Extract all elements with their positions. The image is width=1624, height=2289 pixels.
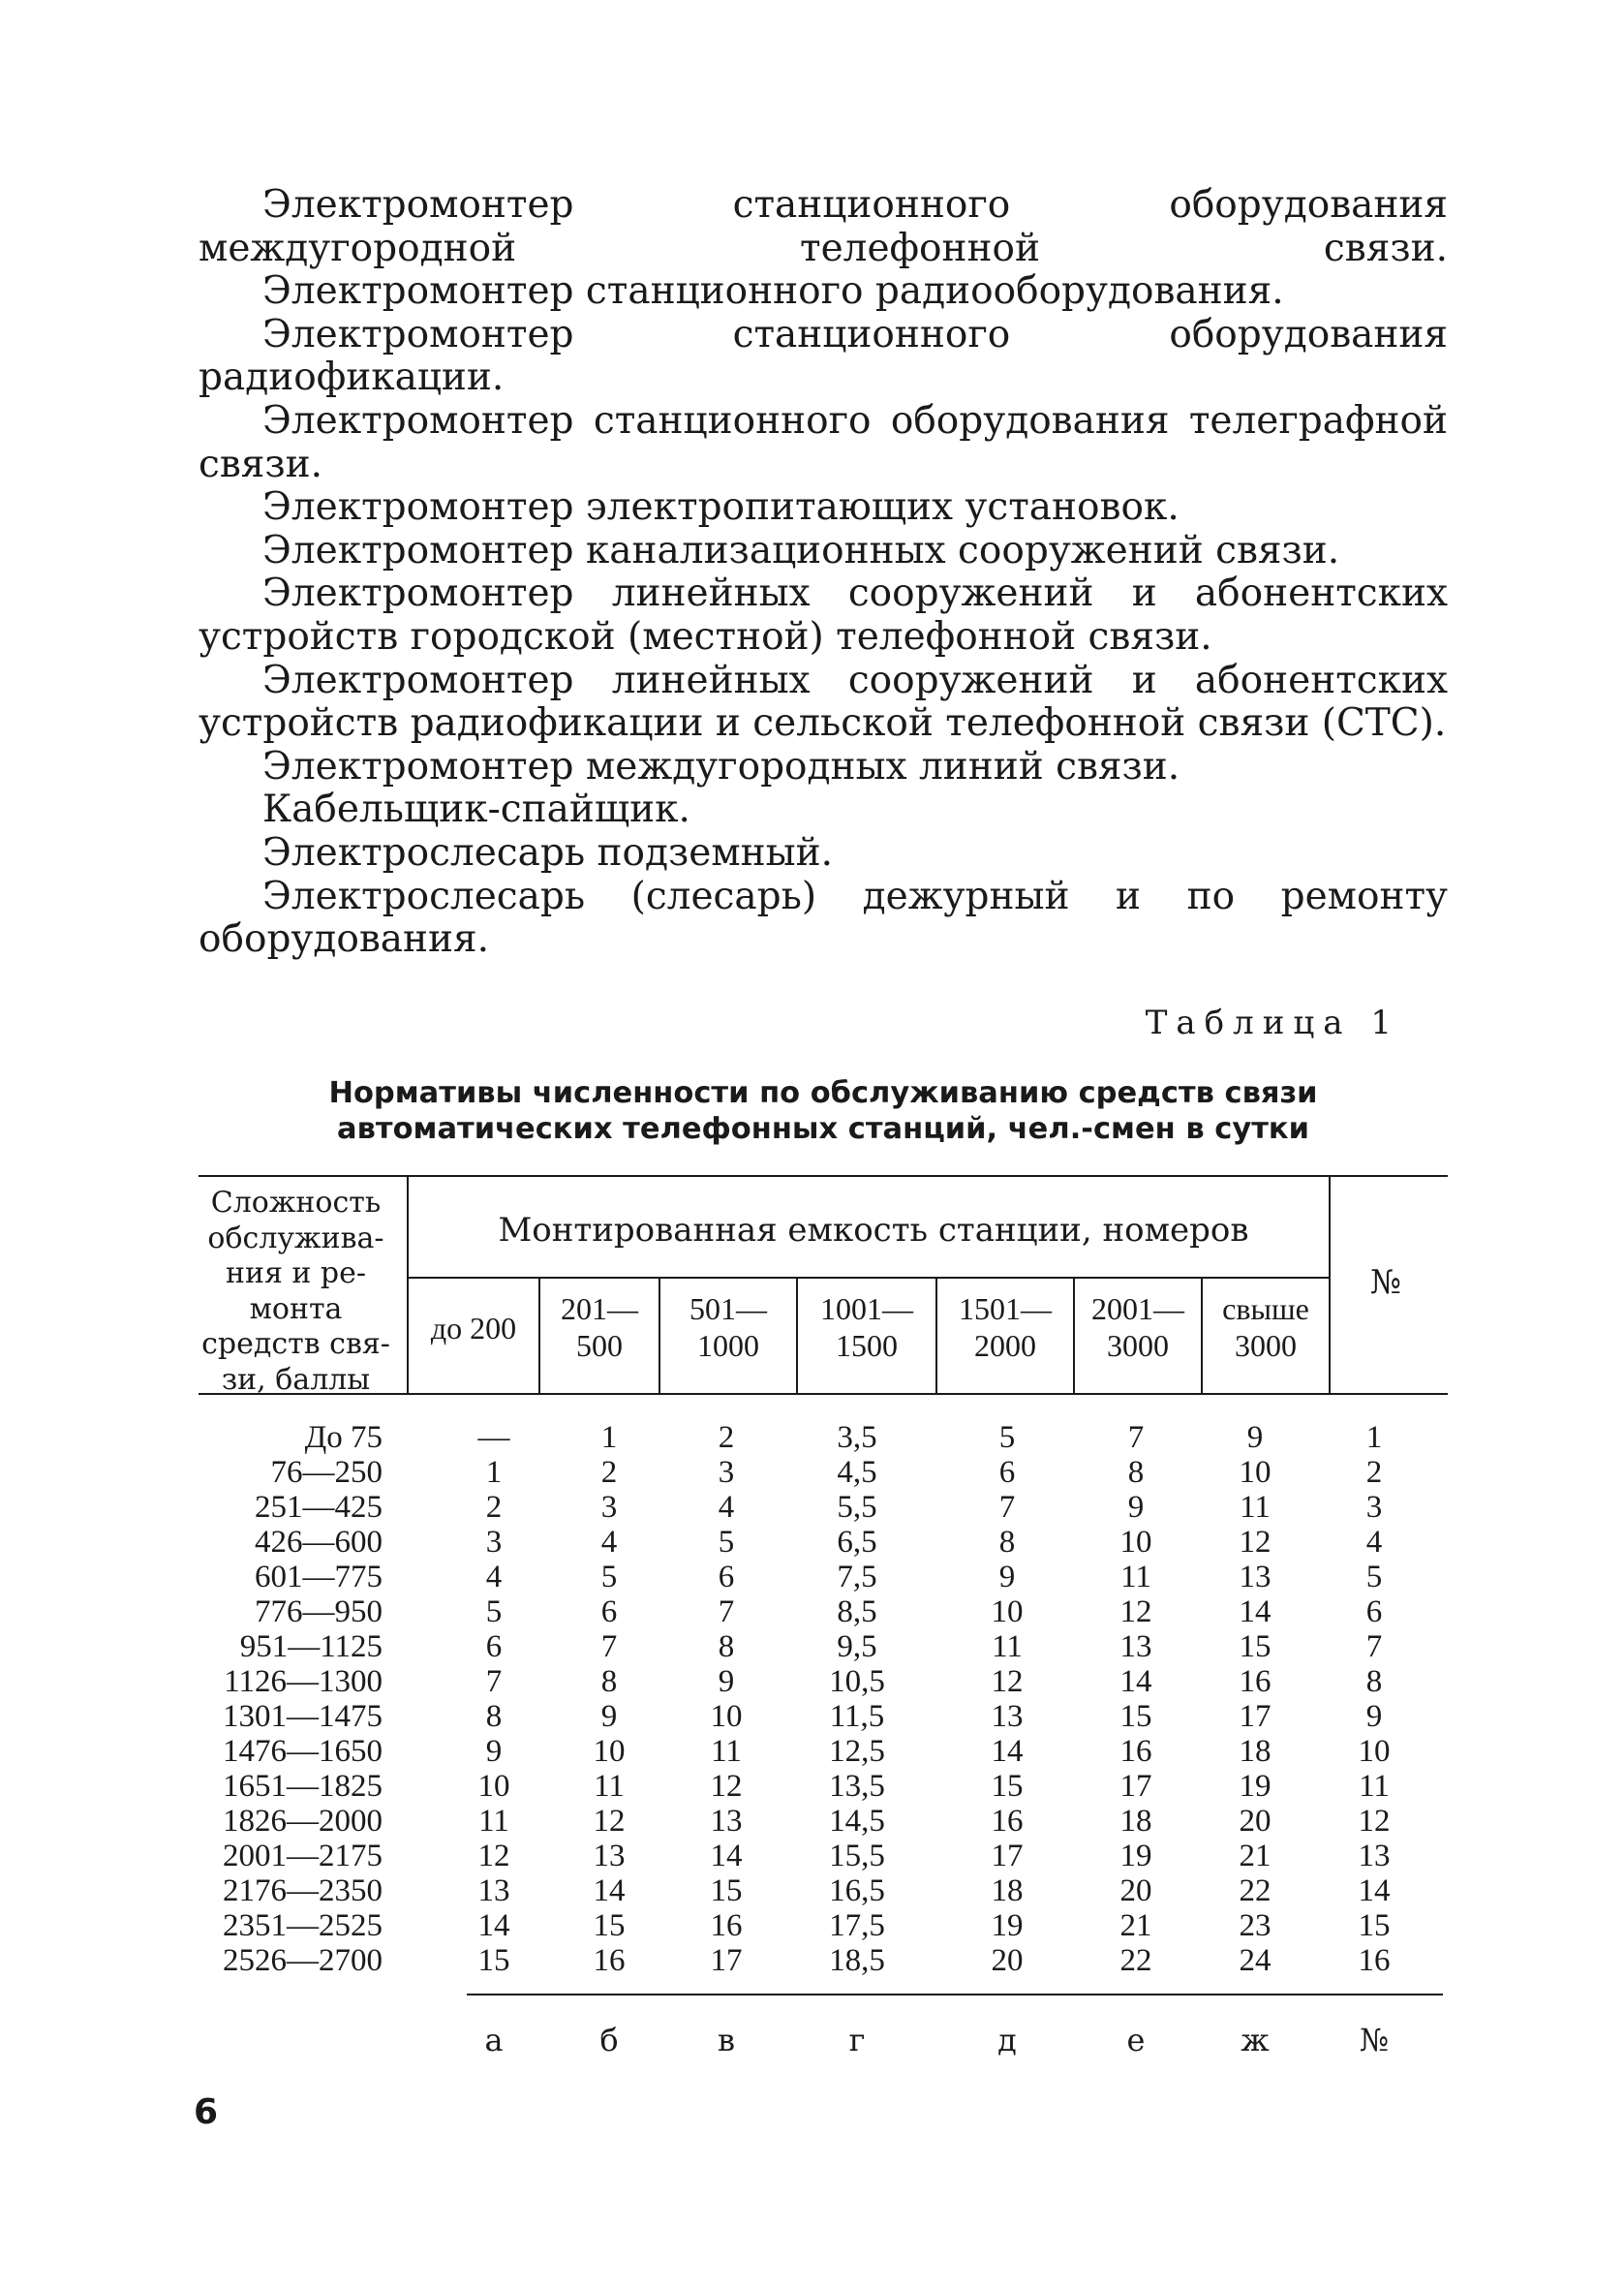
- table-row: [0, 1594, 1624, 1629]
- paragraph-text: Электромонтер канализационных сооружений связи.: [262, 528, 1340, 572]
- cell: 14: [991, 1734, 1024, 1769]
- table-row: [0, 1560, 1624, 1594]
- header-line: 501—: [689, 1291, 767, 1326]
- table-row: [0, 1734, 1624, 1769]
- table-row: [0, 1769, 1624, 1804]
- cell: 15,5: [829, 1839, 885, 1873]
- cell: 17: [1119, 1769, 1152, 1804]
- cell: 14: [1119, 1664, 1152, 1699]
- cell: 7,5: [837, 1560, 877, 1594]
- table-title: [199, 1075, 1448, 1147]
- cell: 4: [600, 1525, 618, 1560]
- cell: 14: [1239, 1594, 1272, 1629]
- paragraph: [199, 876, 1448, 962]
- cell-range: 2526—2700: [223, 1943, 383, 1978]
- header-col-d: [939, 1290, 1071, 1364]
- paragraph-text: Электромонтер станционного оборудования радиофикации.: [199, 312, 1448, 400]
- cell-row-number: 7: [1365, 1629, 1383, 1664]
- profession-list: [199, 184, 1448, 962]
- cell: 6: [600, 1594, 618, 1629]
- cell: 8: [600, 1664, 618, 1699]
- header-line: ния и ре-: [225, 1256, 367, 1290]
- cell: 8: [718, 1629, 735, 1664]
- cell: 5: [718, 1525, 735, 1560]
- table-row: [0, 1455, 1624, 1490]
- cell: 20: [1239, 1804, 1272, 1839]
- cell-range: 776—950: [255, 1594, 383, 1629]
- cell-range: 1126—1300: [224, 1664, 383, 1699]
- header-line: 3000: [1235, 1328, 1297, 1363]
- header-line: 1001—: [820, 1291, 913, 1326]
- cell: 19: [991, 1908, 1024, 1943]
- column-letter: д: [997, 2022, 1017, 2058]
- paragraph-text: Электромонтер электропитающих установок.: [262, 485, 1180, 530]
- cell: 2: [485, 1490, 503, 1525]
- cell: 11: [992, 1629, 1023, 1664]
- cell: 13: [710, 1804, 743, 1839]
- cell: 12: [477, 1839, 510, 1873]
- cell-range: 1826—2000: [223, 1804, 383, 1839]
- header-complexity: [197, 1186, 395, 1398]
- paragraph: [199, 530, 1448, 573]
- cell: 16: [1119, 1734, 1152, 1769]
- cell: 9: [600, 1699, 618, 1734]
- table-label: Таблица 1: [1145, 1004, 1400, 1042]
- cell-row-number: 4: [1365, 1525, 1383, 1560]
- paragraph: [199, 400, 1448, 486]
- header-line: средств свя-: [201, 1327, 390, 1361]
- table-row: [0, 1839, 1624, 1873]
- cell: 9: [1127, 1490, 1145, 1525]
- cell: 14: [477, 1908, 510, 1943]
- cell: 20: [991, 1943, 1024, 1978]
- cell: 6: [998, 1455, 1016, 1490]
- cell: 19: [1119, 1839, 1152, 1873]
- cell-range: 2001—2175: [223, 1839, 383, 1873]
- cell: 12: [593, 1804, 626, 1839]
- cell: 14,5: [829, 1804, 885, 1839]
- cell: 8,5: [837, 1594, 877, 1629]
- cell-range: 426—600: [255, 1525, 383, 1560]
- cell: 1: [600, 1420, 618, 1455]
- cell: 11: [1240, 1490, 1271, 1525]
- cell: 20: [1119, 1873, 1152, 1908]
- header-col-b: [542, 1290, 657, 1364]
- cell: 17: [991, 1839, 1024, 1873]
- cell: 19: [1239, 1769, 1272, 1804]
- header-line: Сложность: [210, 1186, 382, 1220]
- cell: 11: [1120, 1560, 1151, 1594]
- cell-row-number: 13: [1358, 1839, 1391, 1873]
- cell-row-number: 5: [1365, 1560, 1383, 1594]
- cell: 18: [991, 1873, 1024, 1908]
- cell: 13: [1119, 1629, 1152, 1664]
- cell: 15: [477, 1943, 510, 1978]
- header-line: свыше: [1222, 1291, 1309, 1326]
- cell: 5,5: [837, 1490, 877, 1525]
- cell-row-number: 6: [1365, 1594, 1383, 1629]
- cell: 5: [600, 1560, 618, 1594]
- header-line: 1000: [697, 1328, 759, 1363]
- cell: 4: [718, 1490, 735, 1525]
- paragraph: [199, 746, 1448, 789]
- column-divider: [935, 1277, 937, 1393]
- cell: 10,5: [829, 1664, 885, 1699]
- cell: 10: [1239, 1455, 1272, 1490]
- cell-row-number: 9: [1365, 1699, 1383, 1734]
- cell: 4,5: [837, 1455, 877, 1490]
- cell: 3: [718, 1455, 735, 1490]
- cell: 2: [600, 1455, 618, 1490]
- paragraph-text: Электромонтер станционного оборудования междугородной телефонной связи.: [199, 183, 1448, 270]
- paragraph: [199, 660, 1448, 746]
- table-title-line: автоматических телефонных станций, чел.-смен в сутки: [337, 1112, 1309, 1146]
- paragraph-text: Электрослесарь (слесарь) дежурный и по ремонту оборудования.: [199, 874, 1448, 962]
- column-divider: [659, 1277, 660, 1393]
- table-row: [0, 1908, 1624, 1943]
- paragraph: [199, 184, 1448, 270]
- cell-range: 951—1125: [239, 1629, 383, 1664]
- paragraph: [199, 486, 1448, 530]
- paragraph: [199, 832, 1448, 876]
- cell: 16,5: [829, 1873, 885, 1908]
- cell: 8: [1127, 1455, 1145, 1490]
- table-row: [0, 1664, 1624, 1699]
- table-row: [0, 1943, 1624, 1978]
- cell: 7: [485, 1664, 503, 1699]
- cell: 9: [485, 1734, 503, 1769]
- cell: 10: [477, 1769, 510, 1804]
- cell-range: 76—250: [270, 1455, 383, 1490]
- cell: 3: [600, 1490, 618, 1525]
- cell: 22: [1239, 1873, 1272, 1908]
- column-letter: г: [848, 2022, 866, 2058]
- cell: 2: [718, 1420, 735, 1455]
- header-line: 1501—: [959, 1291, 1052, 1326]
- cell: —: [477, 1420, 510, 1455]
- header-line: 2000: [974, 1328, 1036, 1363]
- cell: 7: [998, 1490, 1016, 1525]
- cell: 9,5: [837, 1629, 877, 1664]
- column-letter: е: [1126, 2022, 1146, 2058]
- cell: 18: [1119, 1804, 1152, 1839]
- cell: 15: [593, 1908, 626, 1943]
- cell: 16: [710, 1908, 743, 1943]
- cell: 16: [593, 1943, 626, 1978]
- cell: 12: [1119, 1594, 1152, 1629]
- column-divider: [1201, 1277, 1203, 1393]
- header-line: обслужива-: [207, 1221, 384, 1255]
- column-divider: [407, 1175, 409, 1393]
- header-capacity-group: Монтированная емкость станции, номеров: [498, 1211, 1249, 1250]
- cell: 6: [718, 1560, 735, 1594]
- cell: 10: [710, 1699, 743, 1734]
- cell: 12: [991, 1664, 1024, 1699]
- cell: 10: [991, 1594, 1024, 1629]
- cell: 11: [711, 1734, 742, 1769]
- cell: 16: [991, 1804, 1024, 1839]
- cell: 3: [485, 1525, 503, 1560]
- cell: 9: [1246, 1420, 1264, 1455]
- cell: 10: [593, 1734, 626, 1769]
- cell: 6,5: [837, 1525, 877, 1560]
- cell: 9: [718, 1664, 735, 1699]
- header-line: 500: [576, 1328, 623, 1363]
- paragraph-text: Электромонтер линейных сооружений и абонентских устройств радиофикации и сельской телефонной связи (СТС).: [199, 658, 1448, 746]
- column-divider: [796, 1277, 798, 1393]
- cell: 8: [998, 1525, 1016, 1560]
- cell: 17: [1239, 1699, 1272, 1734]
- cell: 10: [1119, 1525, 1152, 1560]
- cell-row-number: 2: [1365, 1455, 1383, 1490]
- table-row: [0, 1420, 1624, 1455]
- cell: 14: [593, 1873, 626, 1908]
- header-line: зи, баллы: [221, 1362, 371, 1397]
- column-letter: в: [717, 2022, 735, 2058]
- cell: 22: [1119, 1943, 1152, 1978]
- cell: 13,5: [829, 1769, 885, 1804]
- header-col-zh: [1205, 1290, 1327, 1364]
- cell: 21: [1119, 1908, 1152, 1943]
- cell: 6: [485, 1629, 503, 1664]
- cell: 15: [1119, 1699, 1152, 1734]
- column-letter: ж: [1241, 2022, 1270, 2058]
- cell-row-number: 14: [1358, 1873, 1391, 1908]
- header-line: 201—: [561, 1291, 638, 1326]
- cell: 5: [998, 1420, 1016, 1455]
- cell: 12: [710, 1769, 743, 1804]
- cell: 9: [998, 1560, 1016, 1594]
- paragraph-text: Электромонтер станционного оборудования телеграфной связи.: [199, 398, 1448, 486]
- cell-range: До 75: [304, 1420, 383, 1455]
- paragraph-text: Электрослесарь подземный.: [262, 830, 834, 875]
- cell: 11,5: [829, 1699, 885, 1734]
- header-number: №: [1369, 1263, 1402, 1302]
- cell: 17: [710, 1943, 743, 1978]
- cell-range: 1301—1475: [223, 1699, 383, 1734]
- cell-row-number: 10: [1358, 1734, 1391, 1769]
- paragraph: [199, 270, 1448, 314]
- table-bottom-rule: [467, 1994, 1443, 1995]
- header-line: 3000: [1107, 1328, 1169, 1363]
- table-row: [0, 1804, 1624, 1839]
- column-divider: [538, 1277, 540, 1393]
- cell: 15: [991, 1769, 1024, 1804]
- column-letter: №: [1359, 2022, 1390, 2058]
- table-row: [0, 1490, 1624, 1525]
- paragraph-text: Электромонтер междугородных линий связи.: [262, 744, 1180, 789]
- cell: 13: [991, 1699, 1024, 1734]
- cell: 11: [478, 1804, 509, 1839]
- group-header-rule: [409, 1277, 1329, 1279]
- cell-row-number: 16: [1358, 1943, 1391, 1978]
- header-col-a: [411, 1310, 536, 1346]
- header-line: до 200: [430, 1311, 517, 1346]
- table-row: [0, 1629, 1624, 1664]
- cell-range: 1651—1825: [223, 1769, 383, 1804]
- cell: 4: [485, 1560, 503, 1594]
- cell: 15: [710, 1873, 743, 1908]
- table-title-line: Нормативы численности по обслуживанию средств связи: [328, 1076, 1318, 1110]
- table-row: [0, 1699, 1624, 1734]
- cell: 12,5: [829, 1734, 885, 1769]
- header-line: монта: [249, 1291, 343, 1326]
- cell-range: 2176—2350: [223, 1873, 383, 1908]
- paragraph-text: Электромонтер станционного радиооборудования.: [262, 269, 1284, 314]
- cell: 13: [593, 1839, 626, 1873]
- column-letter: б: [599, 2022, 619, 2058]
- paragraph-text: Электромонтер линейных сооружений и абонентских устройств городской (местной) телефонной связи.: [199, 572, 1448, 659]
- paragraph: [199, 314, 1448, 400]
- cell: 17,5: [829, 1908, 885, 1943]
- cell: 18: [1239, 1734, 1272, 1769]
- cell: 5: [485, 1594, 503, 1629]
- header-col-e: [1077, 1290, 1199, 1364]
- cell-row-number: 1: [1365, 1420, 1383, 1455]
- header-line: 2001—: [1091, 1291, 1184, 1326]
- page-number: 6: [194, 2092, 219, 2132]
- cell: 14: [710, 1839, 743, 1873]
- cell: 13: [1239, 1560, 1272, 1594]
- cell: 1: [485, 1455, 503, 1490]
- header-col-g: [800, 1290, 934, 1364]
- cell: 15: [1239, 1629, 1272, 1664]
- header-line: 1500: [836, 1328, 898, 1363]
- cell: 7: [1127, 1420, 1145, 1455]
- table-column-letters: [0, 2021, 1624, 2059]
- header-col-v: [662, 1290, 794, 1364]
- column-divider: [1073, 1277, 1075, 1393]
- column-letter: а: [484, 2022, 504, 2058]
- cell: 24: [1239, 1943, 1272, 1978]
- paragraph: [199, 789, 1448, 832]
- cell: 11: [594, 1769, 625, 1804]
- paragraph: [199, 572, 1448, 659]
- cell: 8: [485, 1699, 503, 1734]
- table-row: [0, 1873, 1624, 1908]
- cell-range: 2351—2525: [223, 1908, 383, 1943]
- cell-range: 251—425: [255, 1490, 383, 1525]
- table-row: [0, 1525, 1624, 1560]
- paragraph-text: Кабельщик-спайщик.: [262, 788, 690, 832]
- cell-row-number: 11: [1359, 1769, 1390, 1804]
- cell-row-number: 8: [1365, 1664, 1383, 1699]
- cell-row-number: 12: [1358, 1804, 1391, 1839]
- cell: 12: [1239, 1525, 1272, 1560]
- cell: 23: [1239, 1908, 1272, 1943]
- cell: 21: [1239, 1839, 1272, 1873]
- cell: 18,5: [829, 1943, 885, 1978]
- cell: 7: [718, 1594, 735, 1629]
- table-top-rule: [199, 1175, 1448, 1177]
- cell-range: 1476—1650: [223, 1734, 383, 1769]
- cell: 3,5: [837, 1420, 877, 1455]
- cell: 7: [600, 1629, 618, 1664]
- cell-row-number: 15: [1358, 1908, 1391, 1943]
- cell: 13: [477, 1873, 510, 1908]
- cell-range: 601—775: [255, 1560, 383, 1594]
- cell: 16: [1239, 1664, 1272, 1699]
- cell-row-number: 3: [1365, 1490, 1383, 1525]
